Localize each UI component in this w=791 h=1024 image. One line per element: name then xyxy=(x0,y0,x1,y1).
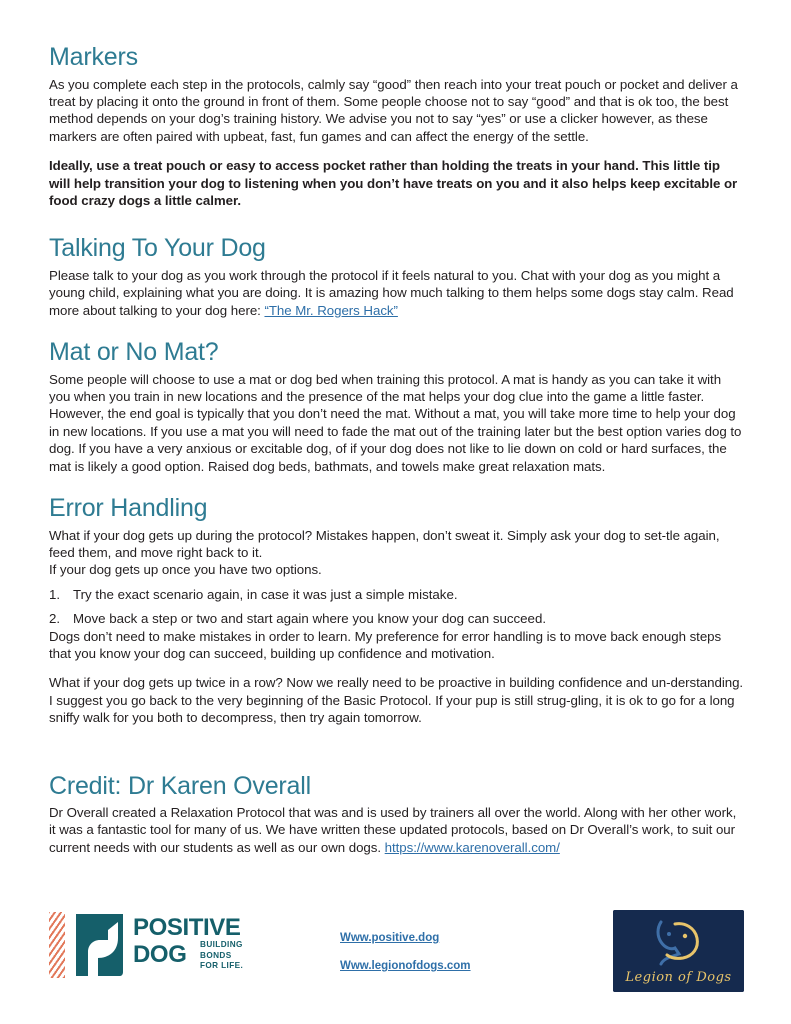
spacer xyxy=(49,727,744,753)
spacer xyxy=(49,145,744,157)
list-item-number: 2. xyxy=(49,611,61,627)
brand-tagline-line1: BUILDING xyxy=(200,940,243,949)
brand-tagline-line3: FOR LIFE. xyxy=(200,961,244,970)
paragraph-markers-2: Ideally, use a treat pouch or easy to access pocket rather than holding the treats in your hand. This little tip will help transition your dog to listening when you don’t have treats on you and it also helps keep excitable or food crazy dogs a little calmer. xyxy=(49,158,738,208)
section-heading-talking-to-your-dog: Talking To Your Dog xyxy=(49,234,266,263)
positive-dog-logo xyxy=(49,910,259,982)
brand-name-line2: DOG xyxy=(133,941,187,968)
list-item-number: 1. xyxy=(49,586,61,602)
paragraph-credit-1-text: Dr Overall created a Relaxation Protocol that was and is used by trainers all over the world. Along with her other work, it was a fantastic tool for many of us. We have written these updated protocols, based on Dr Overall’s work, to suit our current needs with our students as well as our own dogs. xyxy=(49,805,737,855)
paragraph-talking-1-text: Please talk to your dog as you work through the protocol if it feels natural to you. Chat with your dog as you might a young child, explaining what you are doing. It is amazing how much talking to them helps some dogs stay calm. Read more about talking to your dog here: xyxy=(49,267,734,318)
hatch-pattern-decoration xyxy=(49,912,65,978)
footer-links xyxy=(340,932,471,988)
list-item xyxy=(49,610,744,627)
spacer xyxy=(49,319,744,339)
spacer xyxy=(49,209,744,235)
paragraph-error-4: What if your dog gets up twice in a row? Now we really need to be proactive in building confidence and un-derstanding. I suggest you go back to the very beginning of the Basic Protocol. If your pup is still strug-gling, it is ok to go for a long sniffy walk for you both to decompress, then try again tomorrow. xyxy=(49,675,744,726)
spacer xyxy=(49,603,744,610)
brand-tagline xyxy=(200,940,243,972)
list-item-label: Move back a step or two and start again where you know your dog can succeed. xyxy=(73,611,547,627)
spacer xyxy=(49,753,744,773)
spacer xyxy=(49,662,744,674)
paragraph-credit-1 xyxy=(49,804,744,856)
spacer xyxy=(49,579,744,586)
paragraph-error-1: What if your dog gets up during the protocol? Mistakes happen, don’t sweat it. Simply ask your dog to set-tle again, feed them, and move right back to it. xyxy=(49,527,720,560)
brand-name-line1: POSITIVE xyxy=(133,914,241,941)
legion-of-dogs-name: Legion of Dogs xyxy=(625,970,732,985)
footer-link-positive-dog[interactable]: Www.positive.dog xyxy=(340,932,440,944)
spacer xyxy=(49,475,744,495)
section-heading-error-handling: Error Handling xyxy=(49,494,208,522)
paragraph-markers-1: As you complete each step in the protocols, calmly say “good” then reach into your treat pouch or pocket and deliver a treat by placing it onto the ground in front of them. Some people choose not to say “good” and that is ok too, the best method depends on your dog’s training history. We advise you not to say “yes” or use a clicker however, as these markers are often paired with upbeat, fast, fun games and can affect the energy of the settle. xyxy=(49,76,738,144)
legion-of-dogs-logo xyxy=(613,910,744,992)
page-footer xyxy=(0,900,791,1024)
dog-head-icon xyxy=(72,912,124,978)
paragraph-talking-1 xyxy=(49,267,744,319)
section-heading-mat-or-no-mat: Mat or No Mat? xyxy=(49,338,219,367)
paragraph-mat-1: Some people will choose to use a mat or dog bed when training this protocol. A mat is handy as you can take it with you when you train in new locations and the presence of the mat helps your dog clue into the game a little faster. However, the end goal is typically that you don’t need the mat. Without a mat, you will take more time to help your dog in new locations. If you use a mat you will need to fade the mat out of the training later but the best option varies dog to dog. If you have a very anxious or excitable dog, of if your dog does not like to lie down on cold or hard surfaces, the mat is likely a good option. Raised dog beds, bathmats, and towels make great relaxation mats. xyxy=(49,371,742,474)
section-heading-credit: Credit: Dr Karen Overall xyxy=(49,771,311,800)
list-item xyxy=(49,586,744,603)
link-mr-rogers-hack[interactable]: “The Mr. Rogers Hack” xyxy=(264,302,398,318)
document-content xyxy=(49,44,744,856)
footer-link-legion-of-dogs[interactable]: Www.legionofdogs.com xyxy=(340,960,471,972)
section-heading-markers: Markers xyxy=(49,43,138,71)
link-karenoverall[interactable]: https://www.karenoverall.com/ xyxy=(384,839,560,855)
paragraph-error-2: If your dog gets up once you have two options. xyxy=(49,562,322,578)
brand-tagline-line2: BONDS xyxy=(200,950,232,960)
paragraph-error-3: Dogs don’t need to make mistakes in order to learn. My preference for error handling is to move back enough steps that you know your dog can succeed, building up confidence and motivation. xyxy=(49,628,722,661)
list-item-label: Try the exact scenario again, in case it was just a simple mistake. xyxy=(73,586,458,602)
